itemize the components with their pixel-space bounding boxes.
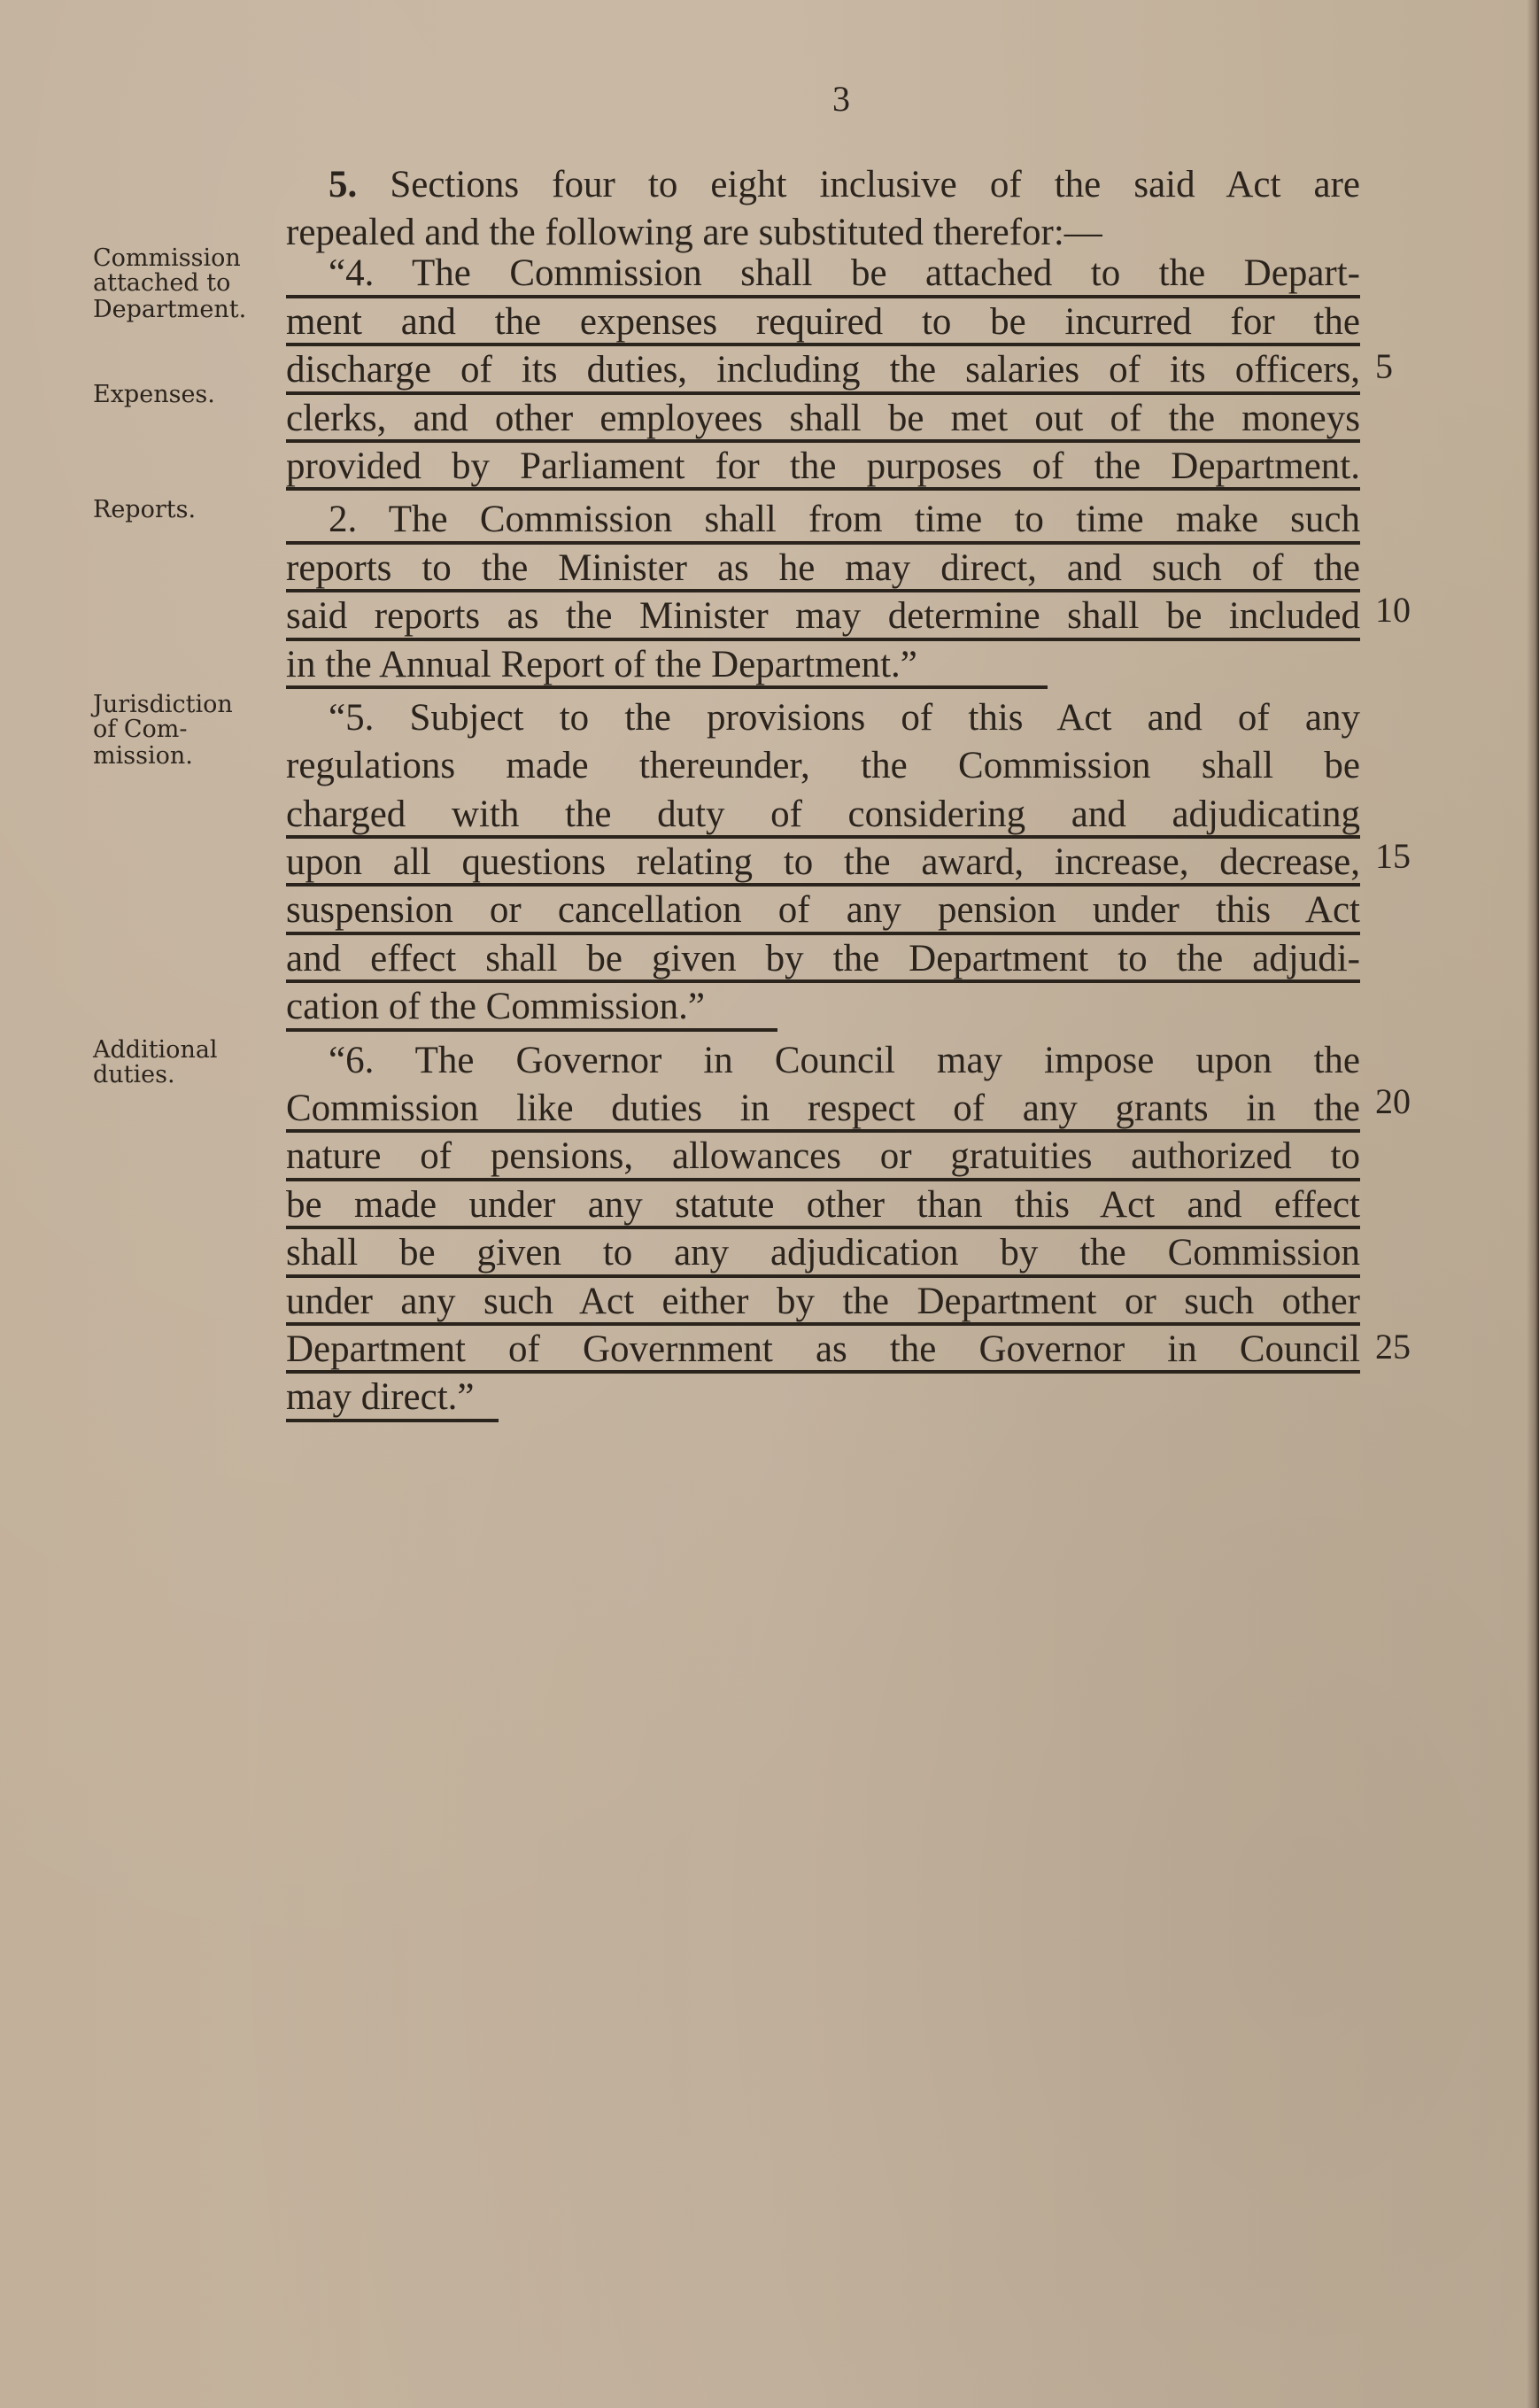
page-edge-shadow xyxy=(1527,0,1539,2408)
text-line: be made under any statute other than this Act and effect xyxy=(286,1181,1360,1229)
text-line: Department of Government as the Governor in Council xyxy=(286,1326,1360,1374)
text-line: said reports as the Minister may determine shall be included xyxy=(286,592,1360,640)
text-line: 2. The Commission shall from time to time make such xyxy=(286,496,1360,544)
text-line: suspension or cancellation of any pension under this Act xyxy=(286,887,1360,934)
margin-note: Commission xyxy=(93,244,241,272)
text-line: ment and the expenses required to be incurred for the xyxy=(286,298,1360,346)
margin-note: Jurisdiction xyxy=(93,691,233,718)
text-line: cation of the Commission.” xyxy=(286,983,777,1031)
text-line xyxy=(286,161,1360,209)
text-line: under any such Act either by the Department or such other xyxy=(286,1278,1360,1326)
margin-note: duties. xyxy=(93,1061,175,1088)
text-line: may direct.” xyxy=(286,1374,499,1421)
margin-note: Department. xyxy=(93,296,247,323)
text-line: discharge of its duties, including the salaries of its officers, xyxy=(286,346,1360,394)
text-line: upon all questions relating to the award, increase, decrease, xyxy=(286,839,1360,887)
line-number: 20 xyxy=(1375,1081,1411,1121)
line-number: 15 xyxy=(1375,836,1411,876)
text-line: shall be given to any adjudication by the Commission xyxy=(286,1229,1360,1277)
text-line: reports to the Minister as he may direct, and such of the xyxy=(286,545,1360,592)
text-line: “4. The Commission shall be attached to the Depart- xyxy=(286,250,1360,298)
line-number: 5 xyxy=(1375,346,1393,386)
page-number: 3 xyxy=(832,79,850,119)
margin-note: attached to xyxy=(93,269,231,297)
text-line: “5. Subject to the provisions of this Act and of any xyxy=(329,696,1360,739)
text-line: and effect shall be given by the Department to the adjudi- xyxy=(286,935,1360,983)
text-line: clerks, and other employees shall be met out of the moneys xyxy=(286,395,1360,443)
margin-note: Reports. xyxy=(93,496,197,523)
text-line: in the Annual Report of the Department.” xyxy=(286,641,1048,689)
line-number: 10 xyxy=(1375,590,1411,630)
text-line: charged with the duty of considering and adjudicating xyxy=(286,791,1360,839)
text-line: regulations made thereunder, the Commission shall be xyxy=(286,745,1360,787)
margin-note: Additional xyxy=(93,1036,218,1064)
text-line: repealed and the following are substituted therefor:— xyxy=(286,212,1102,254)
section-number: 5. xyxy=(329,164,358,205)
text-line: “6. The Governor in Council may impose upon the xyxy=(329,1039,1360,1081)
margin-note: mission. xyxy=(93,742,193,770)
text-line: nature of pensions, allowances or gratuities authorized to xyxy=(286,1133,1360,1181)
line-number: 25 xyxy=(1375,1327,1411,1367)
margin-note: of Com- xyxy=(93,716,188,743)
margin-note: Expenses. xyxy=(93,381,215,408)
body-text xyxy=(286,161,1360,1422)
text-line: provided by Parliament for the purposes of the Department. xyxy=(286,443,1360,491)
text-line-content: Sections four to eight inclusive of the said Act are xyxy=(357,164,1360,205)
text-line: Commission like duties in respect of any grants in the xyxy=(286,1085,1360,1133)
